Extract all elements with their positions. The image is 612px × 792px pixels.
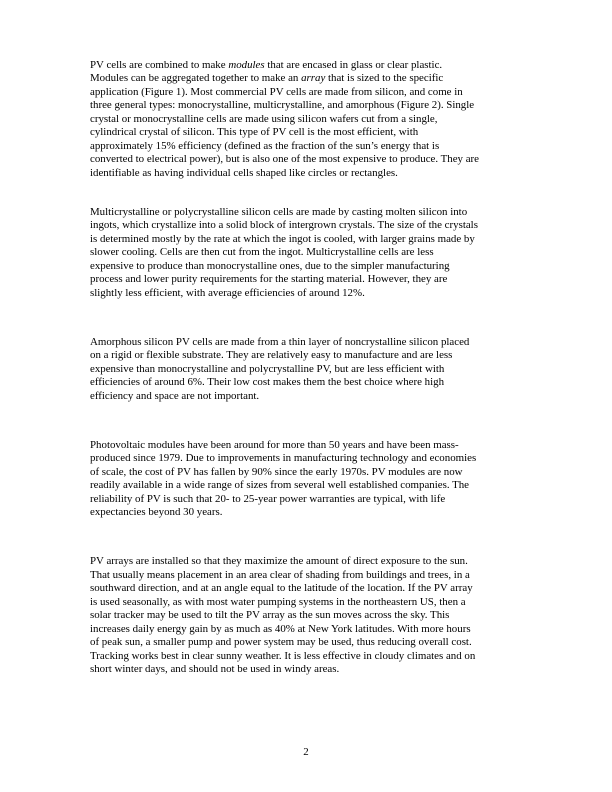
page-number: 2 [303, 746, 309, 758]
paragraph-amorphous: Amorphous silicon PV cells are made from a thin layer of noncrystalline silicon placed on a rigid or flexible substrate. They are relatively easy to manufacture and are less expensive than monocrystalline and polycrystalline PV, but are less efficient with efficiencies of around 6%. Their low cost makes them the best choice where high efficiency and space are not important. [90, 335, 470, 402]
paragraph-pv-history: Photovoltaic modules have been around for more than 50 years and have been mass- produced since 1979. Due to improvements in manufacturing technology and economies of scale, the cost of PV has fallen by 90% since the early 1970s. PV modules are now readily available in a wide range of sizes from several well established companies. The reliability of PV is such that 20- to 25-year power warranties are typical, with life expectancies beyond 30 years. [90, 438, 477, 518]
paragraph-pv-cells-modules [90, 59, 524, 181]
term-array: array [301, 72, 326, 84]
paragraph-text: that is sized to the specific application (Figure 1). Most commercial PV cells are made from silicon, and come in three general types: monocrystalline, multicrystalline, and amorphous (Figure 2). Single crystal or monocrystalline cells are made using silicon wafers cut from a single, cylindrical crystal of silicon. This type of PV cell is the most efficient, with approximately 15% efficiency (defined as the fraction of the sun’s energy that is converted to electrical power), but is also one of the most expensive to produce. They are identifiable as having individual cells shaped like circles or rectangles. [90, 72, 480, 179]
paragraph-multicrystalline: Multicrystalline or polycrystalline silicon cells are made by casting molten silicon into ingots, which crystallize into a solid block of intergrown crystals. The size of the crystals is determined mostly by the rate at which the ingot is cooled, with larger grains made by slower cooling. Cells are then cut from the ingot. Multicrystalline cells are less expensive to produce than monocrystalline ones, due to the simpler manufacturing process and lower purity requirements for the starting material. However, they are slightly less efficient, with average efficiencies of around 12%. [90, 205, 478, 299]
body-text [90, 45, 524, 690]
paragraph-pv-installation: PV arrays are installed so that they maximize the amount of direct exposure to the sun. That usually means placement in an area clear of shading from buildings and trees, in a southward direction, and at an angle equal to the latitude of the location. If the PV array is used seasonally, as with most water pumping systems in the northeastern US, then a solar tracker may be used to tilt the PV array as the sun moves across the sky. This increases daily energy gain by as much as 40% at New York latitudes. With more hours of peak sun, a smaller pump and power system may be used, thus reducing overall cost. Tracking works best in clear sunny weather. It is less effective in cloudy climates and on short winter days, and should not be used in windy areas. [90, 555, 476, 675]
paragraph-text: PV cells are combined to make [90, 58, 229, 71]
term-modules: modules [228, 58, 265, 71]
paragraph-text: that are encased in glass or clear plastic. Modules can be aggregated together to make an [90, 58, 443, 84]
